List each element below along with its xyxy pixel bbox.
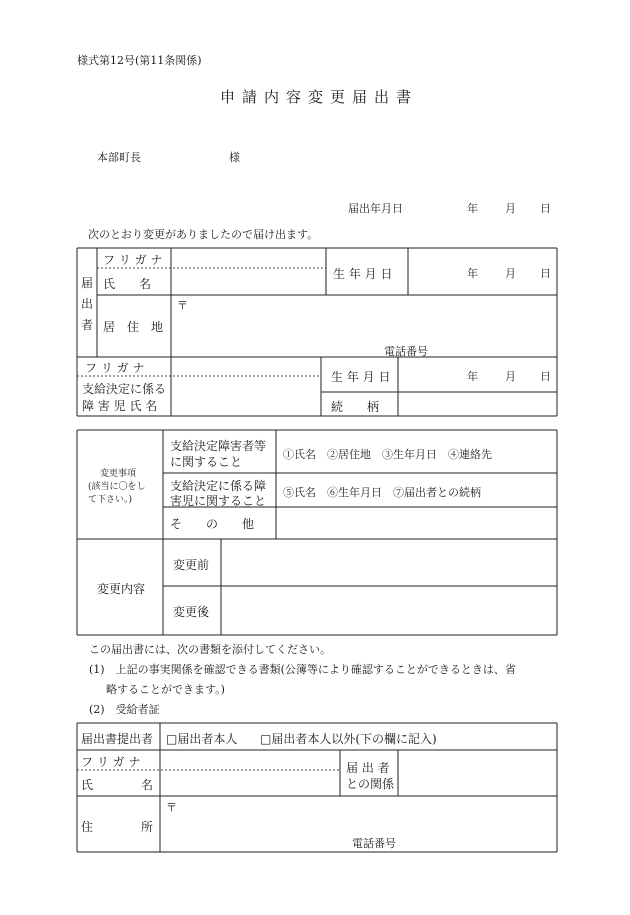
applicant-address-label: 居 住 地 bbox=[103, 320, 164, 334]
submitter-relation-field[interactable] bbox=[400, 752, 555, 794]
change-content-label: 変更内容 bbox=[97, 582, 146, 596]
child-relation-field[interactable] bbox=[400, 394, 555, 414]
applicant-furigana-label: フ リ ガ ナ bbox=[103, 253, 163, 267]
addressee-honorific: 様 bbox=[229, 151, 240, 164]
applicant-group-label-3: 者 bbox=[81, 318, 94, 332]
change-item-label-3: て下さい。) bbox=[88, 495, 133, 505]
child-furigana-label: フ リ ガ ナ bbox=[85, 361, 145, 375]
submitter-option-other[interactable]: □届出者本人以外(下の欄に記入) bbox=[260, 732, 437, 746]
submitter-relation-label-2: との関係 bbox=[346, 777, 395, 791]
child-birth-year: 年 bbox=[467, 370, 478, 383]
change-before-label: 変更前 bbox=[173, 558, 210, 572]
applicant-address-field[interactable] bbox=[173, 297, 555, 355]
attach-item-1-line-2: 略することができます。) bbox=[106, 683, 225, 696]
change-row1-options[interactable]: ①氏名 ②居住地 ③生年月日 ④連絡先 bbox=[283, 448, 492, 461]
child-name-field[interactable] bbox=[173, 378, 319, 414]
date-month: 月 bbox=[505, 202, 516, 215]
form-number: 様式第12号(第11条関係) bbox=[77, 54, 202, 67]
submitter-phone-label: 電話番号 bbox=[352, 837, 396, 850]
submitter-option-self[interactable]: □届出者本人 bbox=[166, 732, 238, 746]
child-birth-label: 生 年 月 日 bbox=[331, 370, 391, 384]
applicant-birth-year: 年 bbox=[467, 267, 478, 280]
submitter-address-label: 住 所 bbox=[81, 820, 154, 834]
applicant-name-field[interactable] bbox=[173, 270, 323, 294]
submitter-furigana-field[interactable] bbox=[162, 752, 338, 769]
submitter-postal-mark: 〒 bbox=[166, 801, 177, 814]
change-row2-label-2: 害児に関すること bbox=[170, 494, 267, 508]
date-label: 届出年月日 bbox=[348, 202, 403, 215]
submitter-label: 届出書提出者 bbox=[81, 732, 154, 746]
applicant-birth-month: 月 bbox=[505, 267, 516, 280]
child-furigana-field[interactable] bbox=[173, 359, 319, 375]
page-title: 申請内容変更届出書 bbox=[220, 88, 419, 106]
attach-note: この届出書には、次の書類を添付してください。 bbox=[89, 643, 331, 656]
applicant-group-label-2: 出 bbox=[81, 297, 94, 311]
child-birth-day: 日 bbox=[540, 370, 551, 383]
applicant-furigana-field[interactable] bbox=[173, 250, 323, 267]
attach-item-2: (2) 受給者証 bbox=[89, 703, 160, 716]
change-row1-label-1: 支給決定障害者等 bbox=[170, 439, 267, 453]
date-day: 日 bbox=[540, 202, 551, 215]
change-row3-label: そ の 他 bbox=[170, 517, 255, 531]
child-name-label-1: 支給決定に係る bbox=[82, 382, 167, 396]
child-name-label-2: 障 害 児 氏 名 bbox=[82, 399, 158, 413]
change-row2-label-1: 支給決定に係る障 bbox=[170, 479, 267, 493]
change-after-label: 変更後 bbox=[173, 605, 210, 619]
change-row2-options[interactable]: ⑤氏名 ⑥生年月日 ⑦届出者との続柄 bbox=[283, 486, 481, 499]
change-after-field[interactable] bbox=[223, 588, 555, 633]
submitter-furigana-label: フ リ ガ ナ bbox=[81, 755, 141, 769]
applicant-name-label: 氏 名 bbox=[103, 277, 152, 291]
change-row1-label-2: に関すること bbox=[170, 455, 243, 469]
applicant-birth-day: 日 bbox=[540, 267, 551, 280]
child-birth-month: 月 bbox=[505, 370, 516, 383]
change-item-label-2: (該当に〇をし bbox=[88, 482, 146, 492]
applicant-postal-mark: 〒 bbox=[177, 299, 188, 312]
addressee: 本部町長 bbox=[97, 151, 141, 164]
child-relation-label: 続 柄 bbox=[331, 400, 380, 414]
applicant-phone-label: 電話番号 bbox=[384, 345, 428, 358]
applicant-birth-field[interactable] bbox=[410, 250, 555, 294]
change-before-field[interactable] bbox=[223, 541, 555, 584]
intro-text: 次のとおり変更がありましたので届け出ます。 bbox=[88, 228, 319, 241]
submitter-name-field[interactable] bbox=[162, 772, 338, 794]
applicant-birth-label: 生 年 月 日 bbox=[333, 267, 393, 281]
submitter-relation-label-1: 届 出 者 bbox=[346, 761, 390, 775]
date-year: 年 bbox=[467, 202, 478, 215]
change-item-label-1: 変更事項 bbox=[100, 469, 137, 479]
change-other-field[interactable] bbox=[278, 509, 555, 537]
submitter-name-label: 氏 名 bbox=[81, 778, 154, 792]
attach-item-1-line-1: (1) 上記の事実関係を確認できる書類(公簿等により確認することができるときは、省 bbox=[89, 663, 516, 676]
applicant-group-label-1: 届 bbox=[81, 276, 94, 290]
